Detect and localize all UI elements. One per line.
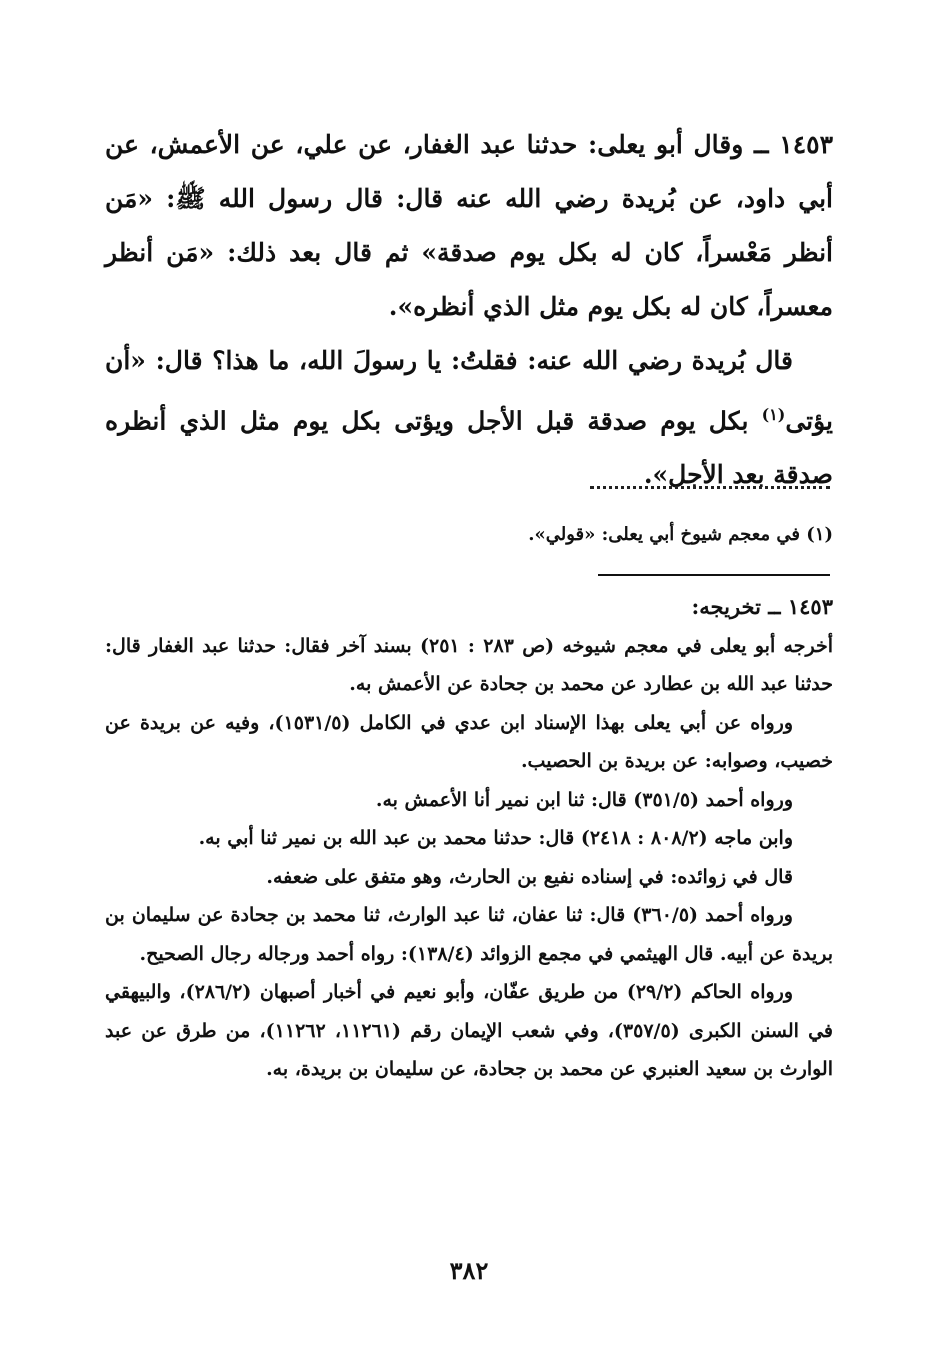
hadith-text [105, 118, 833, 502]
takhrij-paragraph: ورواه الحاكم (٢٩/٢) من طريق عفّان، وأبو نعيم في أخبار أصبهان (٢٨٦/٢)، والبيهقي في السنن الكبرى (٣٥٧/٥)، وفي شعب الإيمان رقم (١١٢٦١، ١١٢٦٢)، من طرق عن عبد الوارث بن سعيد العنبري عن محمد بن جحادة، عن سليمان بن بريدة، به. [105, 981, 833, 1080]
takhrij-paragraph: ورواه أحمد (٣٦٠/٥) قال: ثنا عفان، ثنا عبد الوارث، ثنا محمد بن جحادة عن سليمان بن بريدة عن أبيه. قال الهيثمي في مجمع الزوائد (١٣٨/٤): رواه أحمد ورجاله رجال الصحيح. [105, 904, 833, 965]
takhrij-paragraph: قال في زوائده: في إسناده نفيع بن الحارث، وهو متفق على ضعفه. [266, 865, 793, 888]
takhrij-paragraph: وابن ماجه (٨٠٨/٢ : ٢٤١٨) قال: حدثنا محمد بن عبد الله بن نمير ثنا أبي به. [198, 827, 793, 849]
takhrij-heading: ١٤٥٣ ــ تخريجه: [691, 594, 833, 619]
footnote: (١) في معجم شيوخ أبي يعلى: «قولي». [528, 524, 833, 545]
takhrij-paragraph: أخرجه أبو يعلى في معجم شيوخه (ص ٢٨٣ : ٢٥١) بسند آخر فقال: حدثنا عبد الغفار قال: حدثنا عبد الله بن عطارد عن محمد بن جحادة عن الأعمش به. [105, 634, 833, 695]
section-divider [598, 574, 830, 576]
footnote-separator [590, 486, 830, 489]
footnote-marker: (١) [761, 405, 786, 424]
hadith-paragraph-2 [105, 334, 833, 502]
takhrij-paragraph: ورواه عن أبي يعلى بهذا الإسناد ابن عدي في الكامل (١٥٣١/٥)، وفيه عن بريدة عن خصيب، وصوابه: عن بريدة بن الحصيب. [105, 711, 833, 772]
hadith-paragraph-2-end: بكل يوم صدقة قبل الأجل ويؤتى بكل يوم مثل الذي أنظره صدقة بعد الأجل». [105, 406, 833, 490]
hadith-paragraph-1: ١٤٥٣ ــ وقال أبو يعلى: حدثنا عبد الغفار، عن علي، عن الأعمش، عن أبي داود، عن بُريدة رضي الله عنه قال: قال رسول الله ﷺ: «مَن أنظر مَعْسراً، كان له بكل يوم صدقة» ثم قال بعد ذلك: «مَن أنظر معسراً، كان له بكل يوم مثل الذي أنظره». [105, 130, 833, 321]
page-number: ٣٨٢ [449, 1256, 489, 1285]
takhrij-paragraph: ورواه أحمد (٣٥١/٥) قال: ثنا ابن نمير أنا الأعمش به. [375, 788, 793, 811]
hadith-paragraph-2-start: قال بُريدة رضي الله عنه: فقلتُ: يا رسولَ الله، ما هذا؟ قال: «أن يؤتى [105, 346, 833, 436]
takhrij-section [105, 588, 833, 1089]
